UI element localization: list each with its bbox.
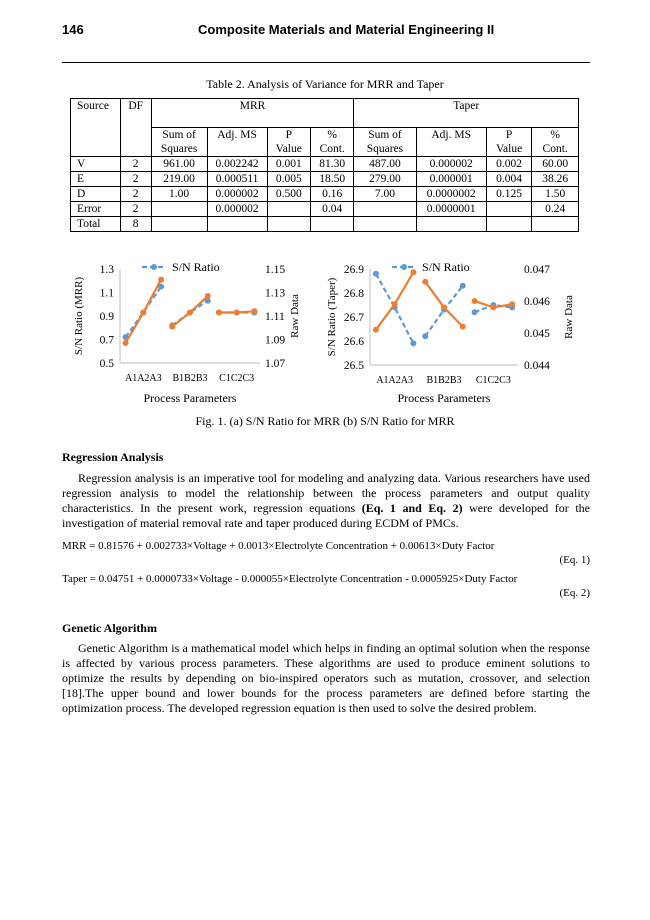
series-point (216, 309, 222, 315)
regression-heading: Regression Analysis (62, 450, 164, 464)
anova-table (70, 98, 579, 232)
table-cell: 0.001 (267, 157, 310, 172)
y-tick-label: 26.6 (343, 336, 364, 348)
col-subheader (310, 128, 353, 157)
figure-caption: Fig. 1. (a) S/N Ratio for MRR (b) S/N Ratio for MRR (195, 414, 455, 428)
col-header-source: Source (71, 99, 121, 157)
table-cell: 219.00 (151, 172, 207, 187)
regression-text-bold: (Eq. 1 and Eq. 2) (361, 501, 463, 515)
y-tick-label: 1.3 (99, 264, 114, 276)
col-subheader-line: Value (275, 143, 302, 155)
series-point (441, 304, 447, 310)
table-cell: 0.000002 (207, 202, 267, 217)
y-tick-label: 26.7 (343, 312, 364, 324)
series-point (187, 309, 193, 315)
col-subheader (486, 128, 532, 157)
y2-tick-label: 1.15 (265, 264, 286, 276)
col-subheader-line: P (285, 129, 292, 141)
table-cell: 0.000002 (416, 157, 486, 172)
series-point (251, 308, 257, 314)
table-cell: 279.00 (354, 172, 416, 187)
table-cell: 0.000001 (416, 172, 486, 187)
series-point (472, 298, 478, 304)
table-cell (354, 202, 416, 217)
table-cell (486, 202, 532, 217)
genetic-text: Genetic Algorithm is a mathematical model which helps in finding an optimal solution when the response is affected by various process parameters. These algorithms are used to produce eminent solutions to optimize the results by depending on bio-inspired operators such as mutation, crossover, and selection [18].The upper bound and lower bounds for the process parameters are defined before starting the optimization process. The developed regression equation is then used to solve the desired problem. (62, 641, 590, 715)
regression-paragraph (62, 471, 590, 531)
table-cell: Error (71, 202, 121, 217)
series-line (376, 272, 413, 330)
table-cell (310, 217, 353, 232)
table-cell: 60.00 (532, 157, 579, 172)
x-tick-label: A1A2A3 (376, 375, 414, 386)
genetic-heading: Genetic Algorithm (62, 621, 157, 635)
y2-tick-label: 1.07 (265, 358, 286, 370)
equation-2 (62, 572, 590, 602)
table-row (71, 157, 579, 172)
legend-label: S/N Ratio (422, 260, 470, 274)
table-cell: 0.24 (532, 202, 579, 217)
table-row (71, 187, 579, 202)
header-rule (62, 62, 590, 63)
x-tick-label: B1B2B3 (172, 373, 208, 384)
x-tick-label: C1C2C3 (475, 375, 511, 386)
equation-1-number: (Eq. 1) (559, 554, 590, 566)
y2-tick-label: 0.044 (524, 360, 550, 372)
running-header (62, 22, 590, 44)
table-cell: 8 (120, 217, 151, 232)
table-cell: 1.50 (532, 187, 579, 202)
table-cell: 0.125 (486, 187, 532, 202)
table-cell: 38.26 (532, 172, 579, 187)
series-point (410, 269, 416, 275)
equation-2-text: Taper = 0.04751 + 0.0000733×Voltage - 0.000055×Electrolyte Concentration - 0.0005925×Duty Factor (62, 573, 518, 585)
regression-text-a: Regression analysis is an imperative tool for modeling and analyzing data. Various researchers have used regression analysis to model the relationship between the process parameters and output quality characteristics. In the present work, regression equations (62, 471, 590, 515)
table-cell (267, 202, 310, 217)
col-header-df: DF (120, 99, 151, 157)
col-subheader-line: Value (496, 143, 523, 155)
y-axis-title: S/N Ratio (MRR) (73, 276, 85, 356)
table-cell: D (71, 187, 121, 202)
legend-swatch-point (401, 264, 407, 270)
col-subheader-line: % (327, 129, 337, 141)
x-axis-title: Process Parameters (397, 391, 491, 405)
col-header-mrr: MRR (151, 99, 354, 128)
table-cell (151, 202, 207, 217)
table-cell (207, 217, 267, 232)
x-tick-label: C1C2C3 (219, 373, 255, 384)
table-row (71, 202, 579, 217)
y2-axis-title: Raw Data (289, 294, 301, 338)
page-number: 146 (62, 22, 84, 37)
series-point (472, 309, 478, 315)
table-cell: 0.000511 (207, 172, 267, 187)
table-row (71, 217, 579, 232)
col-subheader-line: Sum of (162, 129, 196, 141)
table-cell: 0.000002 (207, 187, 267, 202)
table-cell: V (71, 157, 121, 172)
series-point (373, 271, 379, 277)
y-tick-label: 0.5 (99, 358, 114, 370)
series-point (422, 333, 428, 339)
y2-tick-label: 0.046 (524, 296, 550, 308)
series-point (234, 309, 240, 315)
col-subheader (416, 128, 486, 157)
y-tick-label: 26.8 (343, 288, 364, 300)
equation-1 (62, 539, 590, 569)
col-subheader (532, 128, 579, 157)
table-cell: 2 (120, 157, 151, 172)
y2-tick-label: 1.11 (265, 311, 285, 323)
equation-2-number: (Eq. 2) (559, 587, 590, 599)
table-cell: 2 (120, 187, 151, 202)
col-subheader (151, 128, 207, 157)
y2-tick-label: 0.047 (524, 264, 550, 276)
table-cell (354, 217, 416, 232)
col-subheader (207, 128, 267, 157)
series-point (460, 283, 466, 289)
col-subheader-line: Cont. (542, 143, 568, 155)
series-point (509, 301, 515, 307)
y2-tick-label: 0.045 (524, 328, 550, 340)
table-cell: 7.00 (354, 187, 416, 202)
col-subheader (267, 128, 310, 157)
y-tick-label: 26.5 (343, 360, 364, 372)
y2-tick-label: 1.13 (265, 287, 286, 300)
y-tick-label: 0.7 (99, 334, 114, 347)
series-point (490, 304, 496, 310)
col-subheader-line: Adj. MS (431, 129, 471, 141)
chart-area (60, 255, 600, 415)
series-point (422, 279, 428, 285)
table-header-row (71, 99, 579, 128)
y2-tick-label: 1.09 (265, 334, 286, 347)
col-header-taper: Taper (354, 99, 579, 128)
table-cell: Total (71, 217, 121, 232)
table-cell (416, 217, 486, 232)
y-axis-title: S/N Ratio (Taper) (326, 277, 338, 357)
table-cell: 0.002242 (207, 157, 267, 172)
table-cell (486, 217, 532, 232)
equation-1-text: MRR = 0.81576 + 0.002733×Voltage + 0.0013×Electrolyte Concentration + 0.00613×Duty Factor (62, 540, 495, 552)
table-row (71, 172, 579, 187)
col-subheader (354, 128, 416, 157)
series-point (140, 309, 146, 315)
book-title: Composite Materials and Material Engineering II (198, 22, 495, 37)
series-line (425, 282, 462, 327)
col-subheader-line: Sum of (368, 129, 402, 141)
col-subheader-line: Squares (366, 143, 404, 155)
table-cell: 2 (120, 172, 151, 187)
table-cell: 2 (120, 202, 151, 217)
x-tick-label: B1B2B3 (426, 375, 462, 386)
genetic-paragraph (62, 641, 590, 716)
series-point (410, 340, 416, 346)
x-tick-label: A1A2A3 (124, 373, 162, 384)
y-tick-label: 0.9 (99, 311, 114, 323)
table-cell: 0.500 (267, 187, 310, 202)
series-point (123, 340, 129, 346)
col-subheader-line: Cont. (319, 143, 345, 155)
series-point (392, 301, 398, 307)
col-subheader-line: Squares (160, 143, 198, 155)
y-tick-label: 1.1 (99, 287, 114, 300)
table-cell: 1.00 (151, 187, 207, 202)
legend-label: S/N Ratio (172, 260, 220, 274)
col-subheader-line: Adj. MS (217, 129, 257, 141)
figure-charts (60, 255, 600, 415)
table-cell: 0.0000002 (416, 187, 486, 202)
series-point (169, 324, 175, 330)
legend-swatch-point (151, 264, 157, 270)
x-axis-title: Process Parameters (143, 391, 237, 405)
col-subheader-line: % (550, 129, 560, 141)
table-cell: 81.30 (310, 157, 353, 172)
table-cell (151, 217, 207, 232)
table-cell: 0.004 (486, 172, 532, 187)
table-cell (532, 217, 579, 232)
series-point (460, 324, 466, 330)
regression-text-b: were developed for the investigation of material removal rate and taper produced during ECDM of PMCs. (62, 501, 591, 530)
col-subheader-line: P (505, 129, 513, 141)
table-cell: 961.00 (151, 157, 207, 172)
table-cell: 0.16 (310, 187, 353, 202)
table-cell: 0.002 (486, 157, 532, 172)
table-caption: Table 2. Analysis of Variance for MRR and Taper (206, 77, 444, 91)
table-cell: E (71, 172, 121, 187)
table-cell: 0.005 (267, 172, 310, 187)
y-tick-label: 26.9 (343, 264, 364, 276)
series-point (205, 293, 211, 299)
table-cell: 18.50 (310, 172, 353, 187)
series-point (158, 277, 164, 283)
series-point (373, 327, 379, 333)
table-cell: 0.04 (310, 202, 353, 217)
table-cell (267, 217, 310, 232)
y2-axis-title: Raw Data (563, 295, 575, 339)
table-cell: 487.00 (354, 157, 416, 172)
table-cell: 0.0000001 (416, 202, 486, 217)
